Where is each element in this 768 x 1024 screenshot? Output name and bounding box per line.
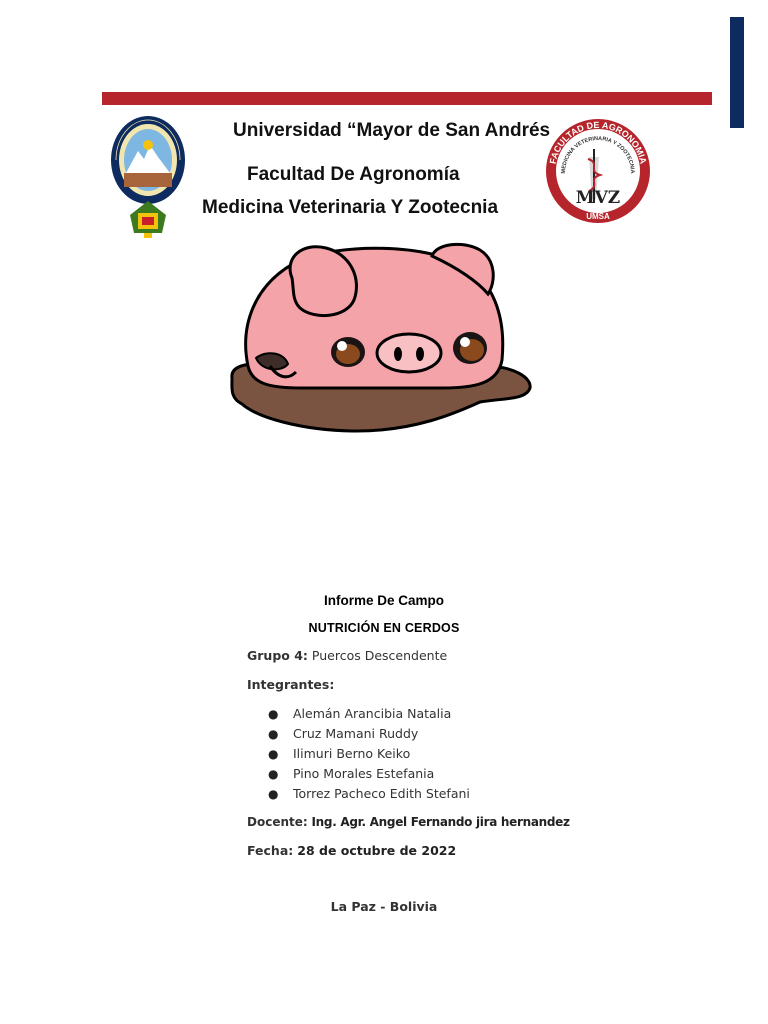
date-value: 28 de octubre de 2022 [297, 843, 457, 858]
group-name: Puercos Descendente [311, 648, 448, 663]
date-label: Fecha: [247, 843, 294, 858]
teacher-label: Docente: [247, 815, 308, 829]
university-title: Universidad “Mayor de San Andrés [233, 120, 551, 141]
teacher-name: Ing. Agr. Angel Fernando jira hernandez [311, 815, 570, 829]
group-label: Grupo 4: [247, 648, 308, 663]
faculty-title: Facultad De Agronomía [247, 164, 460, 185]
umsa-seal-logo [108, 115, 188, 240]
bullet-icon: ● [268, 707, 279, 721]
faculty-seal-initials: MVZ [575, 188, 621, 208]
bullet-icon: ● [268, 727, 279, 741]
member-name: Pino Morales Estefania [293, 766, 435, 781]
list-item [268, 785, 470, 805]
member-name: Cruz Mamani Ruddy [293, 726, 419, 741]
faculty-seal-subtext: MEDICINA VETERINARIA Y ZOOTECNIA [560, 135, 636, 174]
date-line [247, 843, 456, 858]
bullet-icon: ● [268, 747, 279, 761]
member-name: Torrez Pacheco Edith Stefani [293, 786, 470, 801]
faculty-seal-logo [541, 117, 655, 225]
list-item [268, 705, 470, 725]
members-label: Integrantes: [247, 677, 335, 692]
member-name: Ilimuri Berno Keiko [293, 746, 411, 761]
faculty-seal-bottom: UMSA [586, 212, 610, 221]
faculty-seal-text: FACULTAD DE AGRONOMIA [547, 119, 649, 165]
group-line [247, 648, 447, 663]
header-rule [102, 92, 712, 105]
program-title: Medicina Veterinaria Y Zootecnia [202, 197, 499, 218]
member-name: Alemán Arancibia Natalia [293, 706, 452, 721]
teacher-line [247, 815, 570, 829]
report-type-heading: Informe De Campo [323, 593, 445, 608]
report-subject-heading: NUTRICIÓN EN CERDOS [308, 621, 460, 635]
bullet-icon: ● [268, 767, 279, 781]
side-accent-bar [730, 17, 744, 128]
list-item [268, 725, 470, 745]
members-list [268, 705, 470, 805]
pig-in-mud-illustration [222, 238, 534, 438]
list-item [268, 745, 470, 765]
place-text: La Paz - Bolivia [330, 899, 438, 914]
bullet-icon: ● [268, 787, 279, 801]
list-item [268, 765, 470, 785]
